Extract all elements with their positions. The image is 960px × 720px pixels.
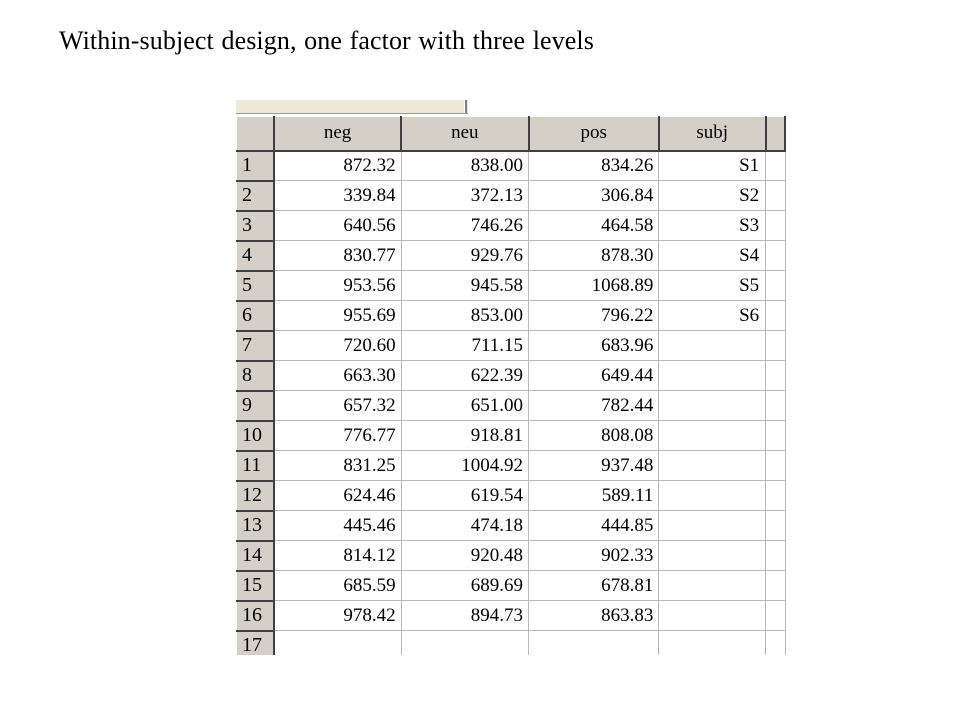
cell-subj[interactable] <box>659 391 766 421</box>
cell-neu[interactable] <box>401 631 528 656</box>
row-header[interactable]: 5 <box>237 271 275 301</box>
row-header[interactable]: 4 <box>237 241 275 271</box>
table-row <box>237 211 786 241</box>
cell-neg[interactable]: 872.32 <box>274 151 401 181</box>
cell-neg[interactable]: 978.42 <box>274 601 401 631</box>
table-row <box>237 451 786 481</box>
cell-pos[interactable]: 796.22 <box>529 301 659 331</box>
cell-pos[interactable]: 444.85 <box>529 511 659 541</box>
cell-pos[interactable]: 782.44 <box>529 391 659 421</box>
cell-neg[interactable]: 657.32 <box>274 391 401 421</box>
cell-empty[interactable] <box>766 211 785 241</box>
cell-subj[interactable] <box>659 571 766 601</box>
cell-subj[interactable] <box>659 481 766 511</box>
table-row <box>237 361 786 391</box>
cell-neu[interactable]: 746.26 <box>401 211 528 241</box>
row-header[interactable]: 2 <box>237 181 275 211</box>
row-header[interactable]: 11 <box>237 451 275 481</box>
row-header[interactable]: 14 <box>237 541 275 571</box>
cell-pos[interactable]: 902.33 <box>529 541 659 571</box>
cell-pos[interactable]: 863.83 <box>529 601 659 631</box>
column-header-neu[interactable]: neu <box>401 117 528 151</box>
cell-empty[interactable] <box>766 601 785 631</box>
cell-pos[interactable]: 678.81 <box>529 571 659 601</box>
cell-neu[interactable]: 894.73 <box>401 601 528 631</box>
cell-subj[interactable] <box>659 421 766 451</box>
row-header[interactable]: 16 <box>237 601 275 631</box>
cell-neg[interactable]: 830.77 <box>274 241 401 271</box>
cell-subj[interactable]: S6 <box>659 301 766 331</box>
column-header-row <box>237 117 786 151</box>
table-row <box>237 301 786 331</box>
cell-empty[interactable] <box>766 541 785 571</box>
toolbar-divider <box>464 100 467 113</box>
cell-subj[interactable]: S2 <box>659 181 766 211</box>
row-header[interactable]: 8 <box>237 361 275 391</box>
table-row <box>237 181 786 211</box>
cell-subj[interactable]: S1 <box>659 151 766 181</box>
cell-subj[interactable]: S3 <box>659 211 766 241</box>
cell-neg[interactable]: 953.56 <box>274 271 401 301</box>
cell-neg[interactable]: 720.60 <box>274 331 401 361</box>
cell-neu[interactable]: 689.69 <box>401 571 528 601</box>
table-row <box>237 541 786 571</box>
cell-neg[interactable]: 776.77 <box>274 421 401 451</box>
cell-neg[interactable]: 663.30 <box>274 361 401 391</box>
column-header-subj[interactable]: subj <box>659 117 766 151</box>
cell-neg[interactable]: 831.25 <box>274 451 401 481</box>
cell-pos[interactable]: 878.30 <box>529 241 659 271</box>
cell-empty[interactable] <box>766 391 785 421</box>
cell-neu[interactable]: 920.48 <box>401 541 528 571</box>
row-header[interactable]: 17 <box>237 631 275 656</box>
table-row <box>237 571 786 601</box>
cell-neu[interactable]: 622.39 <box>401 361 528 391</box>
select-all-corner[interactable] <box>237 117 275 151</box>
cell-pos[interactable]: 589.11 <box>529 481 659 511</box>
column-header-neg[interactable]: neg <box>274 117 401 151</box>
row-header[interactable]: 6 <box>237 301 275 331</box>
table-row <box>237 601 786 631</box>
cell-pos[interactable]: 937.48 <box>529 451 659 481</box>
cell-pos[interactable]: 464.58 <box>529 211 659 241</box>
cell-neu[interactable]: 711.15 <box>401 331 528 361</box>
cell-empty[interactable] <box>766 271 785 301</box>
cell-neg[interactable]: 640.56 <box>274 211 401 241</box>
cell-pos[interactable]: 834.26 <box>529 151 659 181</box>
cell-pos[interactable]: 649.44 <box>529 361 659 391</box>
cell-neg[interactable]: 814.12 <box>274 541 401 571</box>
cell-subj[interactable] <box>659 331 766 361</box>
row-header[interactable]: 10 <box>237 421 275 451</box>
table-row <box>237 271 786 301</box>
spreadsheet-toolbar-strip <box>236 100 468 114</box>
cell-empty[interactable] <box>766 631 785 656</box>
table-row <box>237 631 786 656</box>
cell-neg[interactable]: 955.69 <box>274 301 401 331</box>
table-row <box>237 391 786 421</box>
cell-pos[interactable]: 808.08 <box>529 421 659 451</box>
column-header-empty[interactable] <box>766 117 785 151</box>
cell-neu[interactable]: 929.76 <box>401 241 528 271</box>
cell-subj[interactable] <box>659 541 766 571</box>
cell-neg[interactable]: 685.59 <box>274 571 401 601</box>
cell-pos[interactable]: 1068.89 <box>529 271 659 301</box>
cell-empty[interactable] <box>766 481 785 511</box>
row-header[interactable]: 3 <box>237 211 275 241</box>
cell-neu[interactable]: 372.13 <box>401 181 528 211</box>
cell-empty[interactable] <box>766 451 785 481</box>
cell-subj[interactable]: S4 <box>659 241 766 271</box>
column-header-pos[interactable]: pos <box>529 117 659 151</box>
cell-neg[interactable]: 339.84 <box>274 181 401 211</box>
row-header[interactable]: 1 <box>237 151 275 181</box>
cell-empty[interactable] <box>766 241 785 271</box>
cell-empty[interactable] <box>766 331 785 361</box>
row-header[interactable]: 13 <box>237 511 275 541</box>
table-row <box>237 421 786 451</box>
table-row <box>237 481 786 511</box>
slide-title: Within-subject design, one factor with three levels <box>59 26 594 55</box>
cell-neg[interactable]: 624.46 <box>274 481 401 511</box>
data-grid <box>236 116 786 655</box>
cell-empty[interactable] <box>766 301 785 331</box>
cell-empty[interactable] <box>766 361 785 391</box>
table-row <box>237 511 786 541</box>
table-row <box>237 241 786 271</box>
cell-neu[interactable]: 619.54 <box>401 481 528 511</box>
cell-neg[interactable]: 445.46 <box>274 511 401 541</box>
cell-subj[interactable] <box>659 631 766 656</box>
row-header[interactable]: 7 <box>237 331 275 361</box>
cell-subj[interactable] <box>659 451 766 481</box>
cell-neu[interactable]: 853.00 <box>401 301 528 331</box>
cell-neu[interactable]: 918.81 <box>401 421 528 451</box>
row-header[interactable]: 12 <box>237 481 275 511</box>
cell-neu[interactable]: 1004.92 <box>401 451 528 481</box>
cell-pos[interactable]: 306.84 <box>529 181 659 211</box>
row-header[interactable]: 15 <box>237 571 275 601</box>
cell-neu[interactable]: 651.00 <box>401 391 528 421</box>
cell-pos[interactable]: 683.96 <box>529 331 659 361</box>
cell-empty[interactable] <box>766 511 785 541</box>
cell-subj[interactable]: S5 <box>659 271 766 301</box>
cell-neu[interactable]: 474.18 <box>401 511 528 541</box>
cell-pos[interactable] <box>529 631 659 656</box>
cell-empty[interactable] <box>766 151 785 181</box>
table-row <box>237 151 786 181</box>
cell-neg[interactable] <box>274 631 401 656</box>
cell-subj[interactable] <box>659 361 766 391</box>
spreadsheet-view <box>236 100 786 655</box>
row-header[interactable]: 9 <box>237 391 275 421</box>
cell-subj[interactable] <box>659 601 766 631</box>
cell-empty[interactable] <box>766 181 785 211</box>
cell-subj[interactable] <box>659 511 766 541</box>
table-row <box>237 331 786 361</box>
cell-empty[interactable] <box>766 571 785 601</box>
cell-neu[interactable]: 945.58 <box>401 271 528 301</box>
cell-empty[interactable] <box>766 421 785 451</box>
cell-neu[interactable]: 838.00 <box>401 151 528 181</box>
